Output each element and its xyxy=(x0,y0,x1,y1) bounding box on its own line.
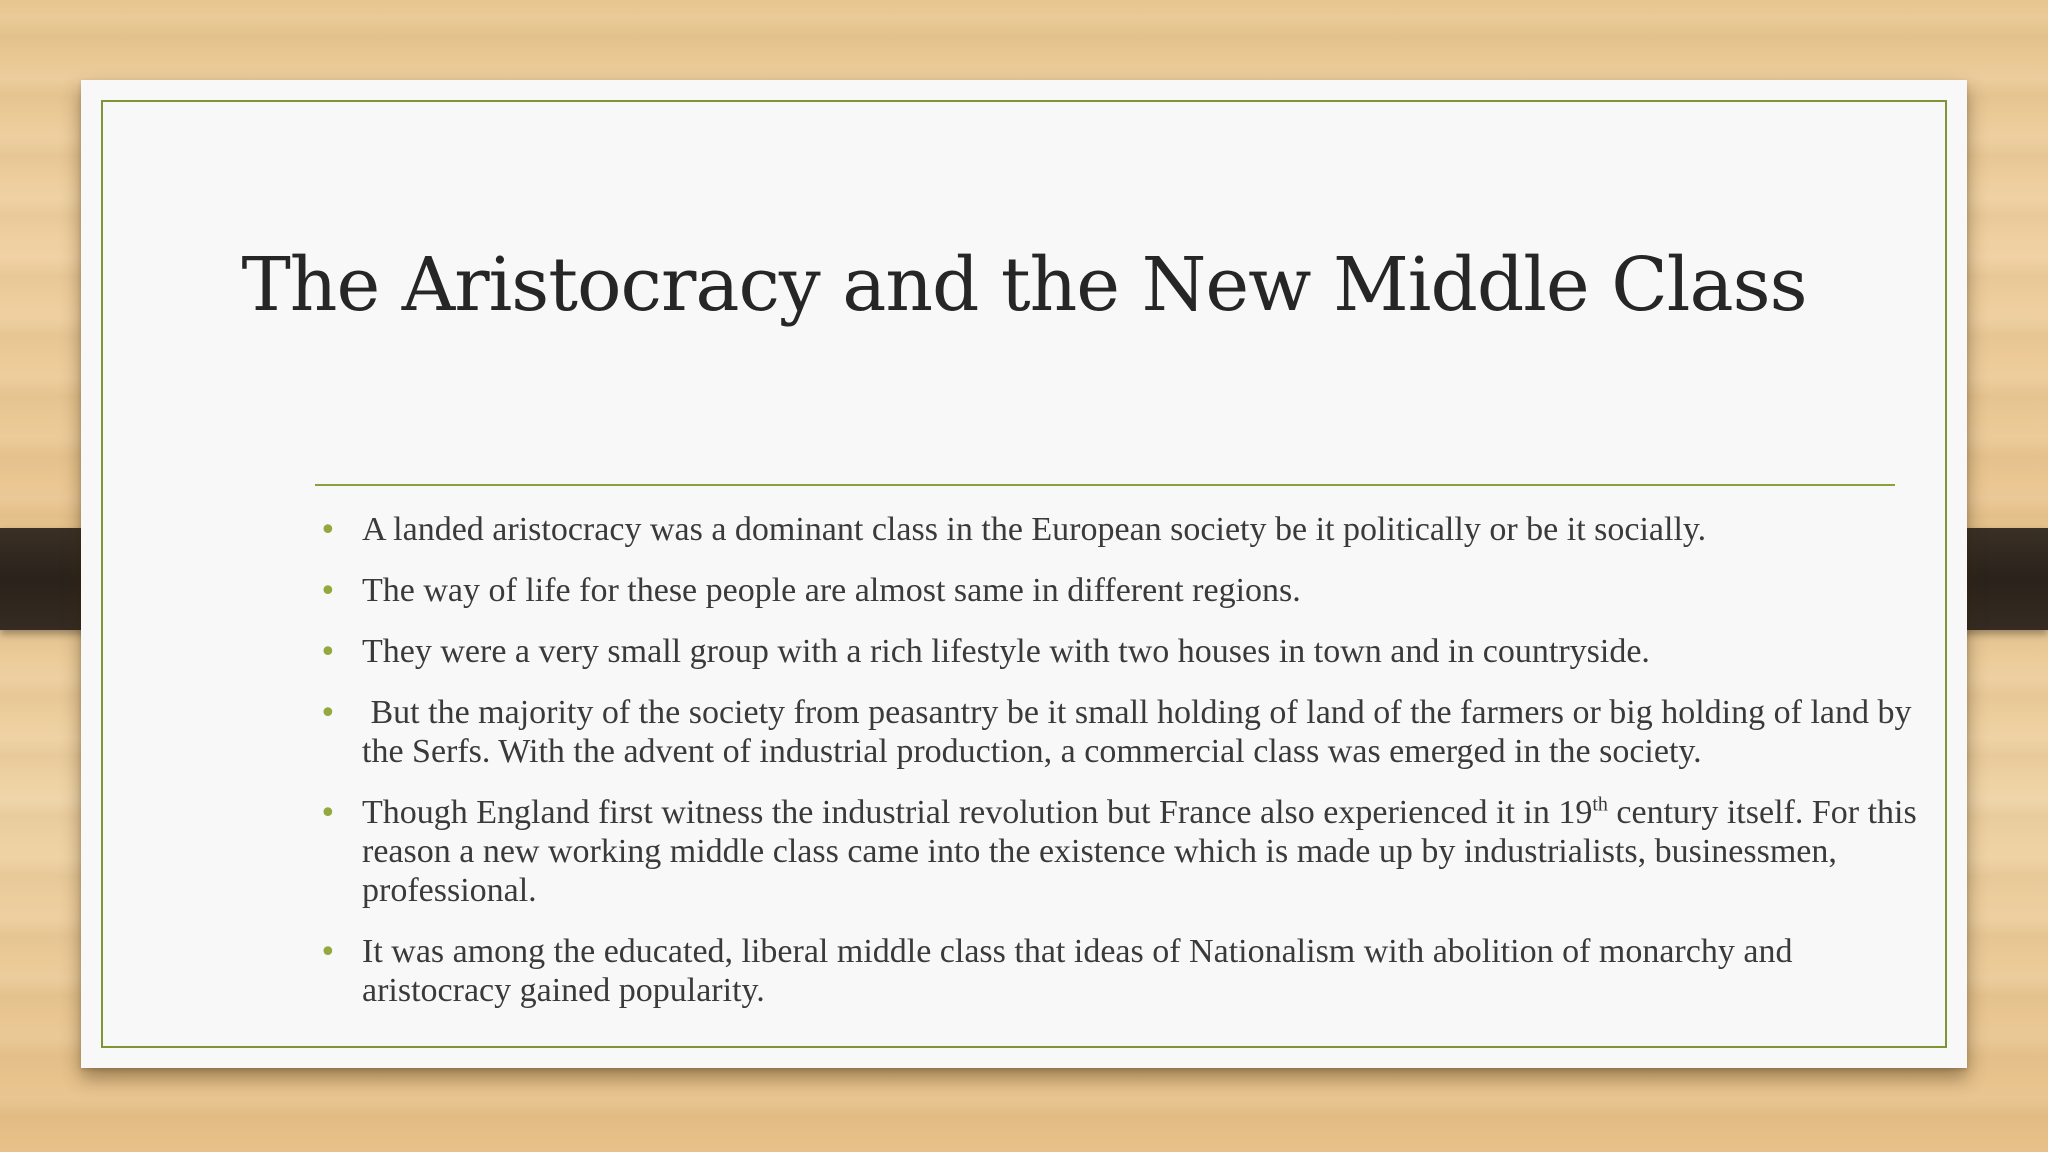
bullet-icon: • xyxy=(319,935,337,970)
slide-title: The Aristocracy and the New Middle Class xyxy=(241,242,1807,328)
bullet-text: They were a very small group with a rich lifestyle with two houses in town and in countryside. xyxy=(362,633,1650,670)
bullet-text-before: Though England first witness the industrial revolution but France also experienced it in 19 xyxy=(362,794,1593,831)
bullet-item xyxy=(315,932,1925,1010)
bullet-icon: • xyxy=(319,696,337,731)
bullet-item xyxy=(315,632,1925,671)
bullet-icon: • xyxy=(319,796,337,831)
bullet-icon: • xyxy=(319,635,337,670)
bullet-item xyxy=(315,510,1925,549)
bullet-text: It was among the educated, liberal middle class that ideas of Nationalism with abolition of monarchy and aristocracy gained popularity. xyxy=(362,933,1793,1009)
bullet-text: But the majority of the society from peasantry be it small holding of land of the farmers or big holding of land by the Serfs. With the advent of industrial production, a commercial class was emerged in the society. xyxy=(362,694,1920,770)
bullet-item xyxy=(315,693,1925,771)
bullet-icon: • xyxy=(319,513,337,548)
bullet-item xyxy=(315,793,1925,910)
bullet-text-after: century itself. For this reason a new working middle class came into the existence which is made up by industrialists, businessmen, professional. xyxy=(362,794,1917,909)
bullet-text: The way of life for these people are almost same in different regions. xyxy=(362,572,1301,609)
bullet-item xyxy=(315,571,1925,610)
bullet-list xyxy=(315,510,1925,1032)
slide-card xyxy=(81,80,1967,1068)
bullet-icon: • xyxy=(319,574,337,609)
bullet-superscript: th xyxy=(1592,793,1608,816)
title-divider xyxy=(315,484,1895,486)
bullet-text: A landed aristocracy was a dominant class in the European society be it politically or be it socially. xyxy=(362,511,1707,548)
